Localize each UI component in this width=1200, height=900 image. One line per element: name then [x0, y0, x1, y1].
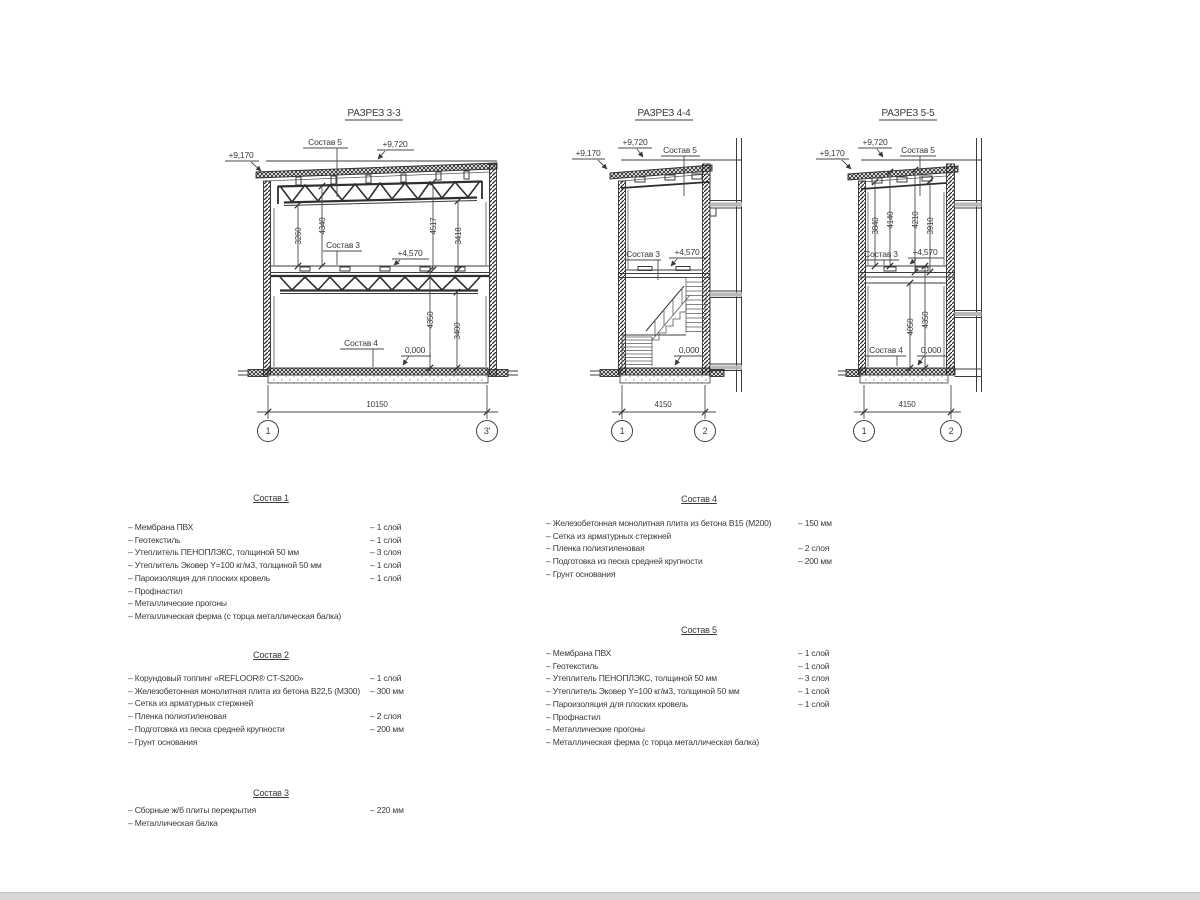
- spec-item-text: – Геотекстиль: [546, 660, 599, 671]
- elevation-label: 0,000: [678, 345, 700, 355]
- spec-item: [125, 672, 417, 685]
- spec-item-text: – Пароизоляция для плоских кровель: [128, 572, 270, 583]
- elevation-label: +4,570: [912, 247, 938, 257]
- left-wall: [859, 181, 866, 375]
- axis-number: 2: [948, 426, 954, 436]
- spec-item-text: – Мембрана ПВХ: [128, 521, 194, 532]
- dim-label: 4350: [921, 311, 930, 329]
- dim-label: 3840: [871, 217, 880, 235]
- dim-label: 4050: [906, 318, 915, 336]
- spec-item-qty: – 220 мм: [370, 804, 404, 815]
- spec-item: [125, 685, 417, 698]
- spec-item: [125, 610, 417, 623]
- spec-item-text: – Железобетонная монолитная плита из бетона В15 (М200): [546, 517, 772, 528]
- elevation-label: +9,170: [228, 150, 254, 160]
- spec-title: Состав 4: [681, 494, 717, 504]
- spec-item-text: – Профнастил: [546, 711, 601, 722]
- spec-item: [125, 736, 417, 749]
- spec-item-qty: – 1 слой: [370, 672, 402, 683]
- spec-item-text: – Сетка из арматурных стержней: [128, 698, 254, 709]
- spec-item-text: – Металлическая балка: [128, 817, 218, 828]
- axis-number: 2: [702, 426, 708, 436]
- width-dim-label: 4150: [898, 400, 916, 409]
- spec-item: [543, 672, 855, 685]
- roof-deck: [848, 166, 958, 180]
- spec-item-qty: – 1 слой: [798, 647, 830, 658]
- spec-item-text: – Сборные ж/б плиты перекрытия: [128, 804, 256, 815]
- floor-composition-label: Состав 4: [344, 338, 378, 348]
- mid-truss-web: [280, 277, 480, 290]
- spec-item: [125, 710, 417, 723]
- spec-item-text: – Металлическая ферма (с торца металлическая балка): [128, 611, 342, 621]
- spec-block-sostav-4: [543, 493, 855, 581]
- elevation-label: +9,720: [382, 139, 408, 149]
- axis-number: 1: [265, 426, 271, 436]
- right-wall: [490, 164, 497, 375]
- spec-item-qty: – 150 мм: [798, 517, 832, 528]
- section-title: РАЗРЕЗ 3-3: [347, 108, 401, 119]
- spec-item-qty: – 1 слой: [370, 560, 402, 570]
- spec-block-sostav-2: [125, 649, 417, 748]
- sand-bed: [620, 375, 710, 383]
- spec-item: [125, 546, 417, 559]
- roof-deck: [256, 163, 497, 178]
- spec-item: [125, 697, 417, 710]
- spec-item-qty: – 1 слой: [798, 686, 830, 696]
- spec-item: [125, 521, 417, 534]
- mid-composition-label: Состав 3: [326, 240, 360, 250]
- roof-composition-label: Состав 5: [901, 145, 935, 155]
- left-wall: [264, 181, 271, 375]
- sand-bed: [860, 375, 948, 383]
- spec-item-qty: – 2 слоя: [370, 711, 402, 721]
- roof-composition-label: Состав 5: [308, 137, 342, 147]
- floor-composition-label: Состав 4: [869, 345, 903, 355]
- spec-item: [543, 723, 855, 736]
- width-dim-label: 4150: [654, 400, 672, 409]
- spec-title: Состав 5: [681, 625, 717, 635]
- spec-item-text: – Металлическая ферма (с торца металлическая балка): [546, 737, 760, 747]
- section-title: РАЗРЕЗ 4-4: [637, 108, 691, 119]
- elevation-label: 0,000: [920, 345, 942, 355]
- axis-number: 1: [861, 426, 867, 436]
- dim-label: 4210: [911, 211, 920, 229]
- spec-item-text: – Сетка из арматурных стержней: [546, 530, 672, 541]
- spec-item-qty: – 2 слоя: [798, 543, 830, 554]
- elevation-label: 0,000: [404, 345, 426, 355]
- spec-block-sostav-3: [125, 787, 417, 829]
- spec-item: [125, 534, 417, 547]
- spec-item: [543, 568, 855, 581]
- dim-label: 4340: [318, 217, 327, 235]
- roof-deck: [610, 165, 712, 179]
- spec-item-text: – Утеплитель Эковер Y=100 кг/м3, толщиной 50 мм: [128, 560, 322, 570]
- spec-item-text: – Железобетонная монолитная плита из бетона В22,5 (М300): [128, 685, 360, 696]
- dim-label: 3418: [454, 227, 463, 245]
- mid-composition-label: Состав 3: [626, 249, 660, 259]
- axis-number: 3': [483, 426, 491, 436]
- spec-item-text: – Профнастил: [128, 585, 183, 596]
- spec-item-text: – Металлические прогоны: [546, 724, 645, 735]
- spec-item: [125, 817, 417, 830]
- spec-item-qty: – 200 мм: [370, 723, 404, 734]
- right-wall: [947, 164, 955, 375]
- spec-item-text: – Утеплитель Эковер Y=100 кг/м3, толщиной 50 мм: [546, 686, 740, 696]
- spec-title: Состав 1: [253, 493, 289, 503]
- spec-item-qty: – 3 слоя: [370, 547, 402, 558]
- floor-slab: [860, 368, 955, 375]
- dim-label: 3260: [294, 227, 303, 245]
- spec-item-text: – Утеплитель ПЕНОПЛЭКС, толщиной 50 мм: [546, 673, 717, 684]
- spec-item-qty: – 3 слоя: [798, 673, 830, 684]
- spec-item: [543, 517, 855, 530]
- spec-item: [125, 804, 417, 817]
- spec-item-qty: – 1 слой: [370, 572, 402, 583]
- elevation-label: +9,170: [819, 148, 845, 158]
- spec-item: [125, 723, 417, 736]
- section-title: РАЗРЕЗ 5-5: [881, 108, 935, 119]
- spec-item: [543, 542, 855, 555]
- spec-item-text: – Корундовый топпинг «REFLOOR® CT-S200»: [128, 672, 304, 683]
- window-bottom-bar: [0, 892, 1200, 900]
- spec-block-sostav-5: [543, 624, 855, 749]
- dim-label: 4350: [426, 311, 435, 329]
- floor-slab: [620, 368, 710, 375]
- spec-item: [543, 530, 855, 543]
- spec-item: [125, 585, 417, 598]
- elevation-label: +9,170: [575, 148, 601, 158]
- section-5-5: [816, 108, 982, 442]
- spec-item-text: – Пленка полиэтиленовая: [128, 711, 227, 721]
- spec-item: [543, 711, 855, 724]
- axis-number: 1: [619, 426, 625, 436]
- spec-item-qty: – 1 слой: [370, 521, 402, 532]
- elevation-label: +4,570: [674, 247, 700, 257]
- spec-title: Состав 2: [253, 650, 289, 660]
- width-dim-label: 10150: [366, 400, 388, 409]
- spec-item: [543, 647, 855, 660]
- spec-item: [543, 660, 855, 673]
- spec-item-qty: – 1 слой: [798, 698, 830, 709]
- spec-item-text: – Грунт основания: [128, 736, 198, 747]
- dim-label: 4517: [429, 217, 438, 235]
- spec-item: [543, 555, 855, 568]
- roof-composition-label: Состав 5: [663, 145, 697, 155]
- section-3-3: [225, 108, 518, 442]
- spec-item-text: – Геотекстиль: [128, 534, 181, 545]
- spec-item-text: – Утеплитель ПЕНОПЛЭКС, толщиной 50 мм: [128, 547, 299, 558]
- spec-item-text: – Металлические прогоны: [128, 598, 227, 609]
- spec-item-text: – Грунт основания: [546, 568, 616, 579]
- spec-item: [125, 597, 417, 610]
- spec-item-text: – Подготовка из песка средней крупности: [128, 723, 285, 734]
- spec-item: [125, 559, 417, 572]
- spec-item: [543, 698, 855, 711]
- spec-block-sostav-1: [125, 492, 417, 623]
- spec-item-text: – Мембрана ПВХ: [546, 647, 612, 658]
- elevation-label: +9,720: [622, 137, 648, 147]
- spec-item: [543, 685, 855, 698]
- spec-item: [543, 736, 855, 749]
- elevation-label: +9,720: [862, 137, 888, 147]
- dim-label: 3400: [453, 322, 462, 340]
- spec-item-qty: – 200 мм: [798, 556, 832, 566]
- spec-item-text: – Пароизоляция для плоских кровель: [546, 698, 688, 709]
- sand-bed: [268, 375, 488, 383]
- dim-label: 4140: [886, 211, 895, 229]
- elevation-label: +4,570: [397, 248, 423, 258]
- spec-item: [125, 572, 417, 585]
- floor-slab: [268, 368, 488, 375]
- spec-item-text: – Пленка полиэтиленовая: [546, 543, 645, 554]
- spec-item-qty: – 1 слой: [798, 660, 830, 671]
- spec-item-text: – Подготовка из песка средней крупности: [546, 556, 703, 566]
- mid-composition-label: Состав 3: [864, 249, 898, 259]
- spec-item-qty: – 300 мм: [370, 685, 404, 696]
- spec-item-qty: – 1 слой: [370, 534, 402, 545]
- dim-label: 3910: [926, 217, 935, 235]
- right-wall: [703, 164, 711, 375]
- section-4-4: [572, 108, 742, 442]
- spec-title: Состав 3: [253, 788, 289, 798]
